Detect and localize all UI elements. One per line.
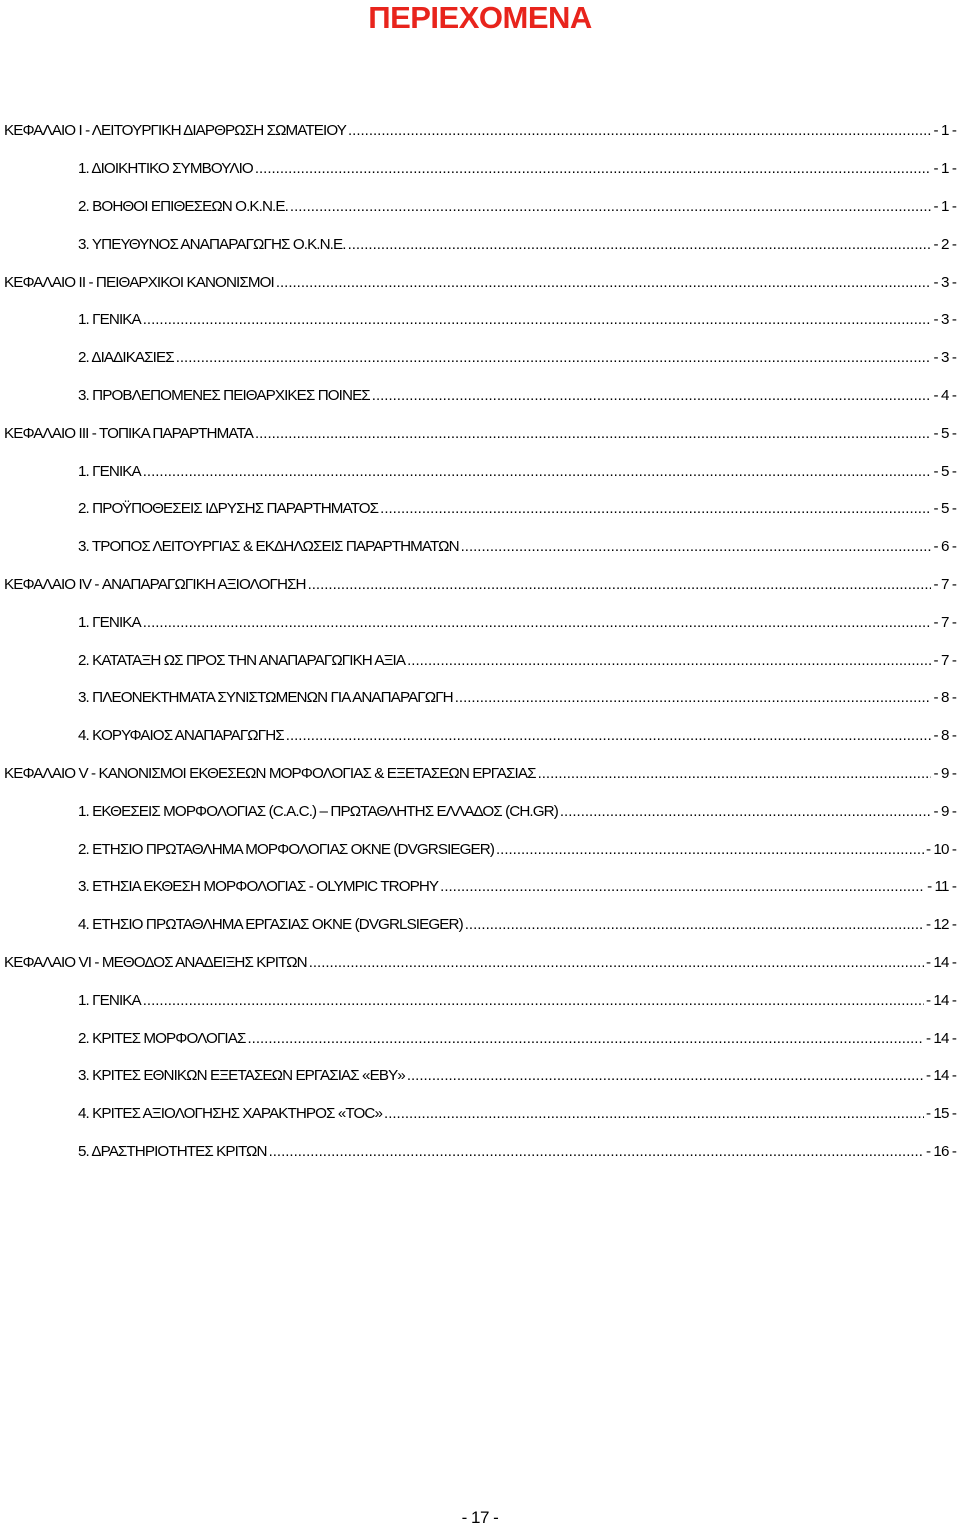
toc-dot-leader (407, 652, 931, 669)
toc-entry-page: - 14 - (925, 953, 956, 971)
toc-entry-page: - 12 - (925, 916, 956, 934)
toc-section-entry[interactable] (0, 452, 960, 490)
toc-dot-leader (496, 841, 924, 858)
toc-section-entry[interactable] (0, 1019, 960, 1057)
toc-section-entry[interactable] (0, 830, 960, 868)
toc-section-entry[interactable] (0, 641, 960, 679)
toc-entry-label: 2. ΚΡΙΤΕΣ ΜΟΡΦΟΛΟΓΙΑΣ (78, 1029, 246, 1047)
toc-entry-label: 3. ΚΡΙΤΕΣ ΕΘΝΙΚΩΝ ΕΞΕΤΑΣΕΩΝ ΕΡΓΑΣΙΑΣ «ΕΒΥ» (78, 1067, 405, 1085)
toc-entry-label: 1. ΓΕΝΙΚΑ (78, 991, 141, 1009)
toc-dot-leader (560, 803, 932, 820)
toc-entry-page: - 1 - (933, 122, 956, 140)
toc-section-entry[interactable] (0, 1057, 960, 1095)
page-number: - 17 - (461, 1508, 499, 1527)
toc-entry-page: - 9 - (933, 764, 956, 782)
toc-section-entry[interactable] (0, 301, 960, 339)
toc-entry-label: ΚΕΦΑΛΑΙΟ IV - ΑΝΑΠΑΡΑΓΩΓΙΚΗ ΑΞΙΟΛΟΓΗΣΗ (4, 575, 306, 593)
toc-entry-label: 3. ΕΤΗΣΙΑ ΕΚΘΕΣΗ ΜΟΡΦΟΛΟΓΙΑΣ - OLYMPIC TROPHY (78, 878, 439, 896)
toc-section-entry[interactable] (0, 1133, 960, 1171)
toc-entry-label: 3. ΠΛΕΟΝΕΚΤΗΜΑΤΑ ΣΥΝΙΣΤΩΜΕΝΩΝ ΓΙΑ ΑΝΑΠΑΡΑΓΩΓΗ (78, 689, 453, 707)
toc-dot-leader (143, 311, 932, 328)
toc-entry-page: - 3 - (933, 273, 956, 291)
toc-entry-page: - 2 - (933, 235, 956, 253)
toc-entry-page: - 7 - (933, 651, 956, 669)
toc-entry-label: ΚΕΦΑΛΑΙΟ Ι - ΛΕΙΤΟΥΡΓΙΚΗ ΔΙΑΡΘΡΩΣΗ ΣΩΜΑΤΕΙΟΥ (4, 122, 346, 140)
toc-dot-leader (348, 236, 932, 253)
toc-dot-leader (269, 1143, 924, 1160)
toc-entry-label: 1. ΕΚΘΕΣΕΙΣ ΜΟΡΦΟΛΟΓΙΑΣ (C.A.C.) – ΠΡΩΤΑΘΛΗΤΗΣ ΕΛΛΑΔΟΣ (CH.GR) (78, 802, 558, 820)
page-title: ΠΕΡΙΕΧΟΜΕΝΑ (368, 0, 592, 35)
table-of-contents (0, 112, 960, 1170)
toc-section-entry[interactable] (0, 377, 960, 415)
toc-entry-page: - 3 - (933, 311, 956, 329)
toc-section-entry[interactable] (0, 528, 960, 566)
toc-entry-label: 2. ΒΟΗΘΟΙ ΕΠΙΘΕΣΕΩΝ Ο.Κ.Ν.Ε. (78, 197, 288, 215)
toc-entry-label: ΚΕΦΑΛΑΙΟ ΙΙΙ - ΤΟΠΙΚΑ ΠΑΡΑΡΤΗΜΑΤΑ (4, 424, 253, 442)
toc-chapter-entry[interactable] (0, 566, 960, 604)
toc-entry-page: - 7 - (933, 575, 956, 593)
toc-section-entry[interactable] (0, 868, 960, 906)
toc-entry-label: 2. ΚΑΤΑΤΑΞΗ ΩΣ ΠΡΟΣ ΤΗΝ ΑΝΑΠΑΡΑΓΩΓΙΚΗ ΑΞΙΑ (78, 651, 406, 669)
toc-entry-label: 1. ΔΙΟΙΚΗΤΙΚΟ ΣΥΜΒΟΥΛΙΟ (78, 160, 253, 178)
toc-dot-leader (143, 992, 924, 1009)
toc-section-entry[interactable] (0, 339, 960, 377)
toc-chapter-entry[interactable] (0, 112, 960, 150)
toc-dot-leader (255, 425, 932, 442)
toc-entry-label: 3. ΠΡΟΒΛΕΠΟΜΕΝΕΣ ΠΕΙΘΑΡΧΙΚΕΣ ΠΟΙΝΕΣ (78, 386, 370, 404)
toc-dot-leader (380, 500, 931, 517)
toc-section-entry[interactable] (0, 150, 960, 188)
toc-entry-page: - 7 - (933, 613, 956, 631)
toc-dot-leader (440, 878, 925, 895)
toc-entry-label: 3. ΤΡΟΠΟΣ ΛΕΙΤΟΥΡΓΙΑΣ & ΕΚΔΗΛΩΣΕΙΣ ΠΑΡΑΡΤΗΜΑΤΩΝ (78, 538, 459, 556)
toc-dot-leader (286, 727, 932, 744)
toc-section-entry[interactable] (0, 981, 960, 1019)
toc-entry-page: - 1 - (933, 197, 956, 215)
toc-entry-page: - 11 - (927, 878, 956, 896)
toc-entry-label: ΚΕΦΑΛΑΙΟ ΙΙ - ΠΕΙΘΑΡΧΙΚΟΙ ΚΑΝΟΝΙΣΜΟΙ (4, 273, 274, 291)
toc-dot-leader (455, 689, 932, 706)
toc-entry-page: - 5 - (933, 500, 956, 518)
toc-section-entry[interactable] (0, 717, 960, 755)
toc-chapter-entry[interactable] (0, 755, 960, 793)
toc-dot-leader (407, 1067, 924, 1084)
toc-entry-page: - 8 - (933, 727, 956, 745)
toc-entry-page: - 3 - (933, 349, 956, 367)
toc-section-entry[interactable] (0, 792, 960, 830)
toc-dot-leader (348, 122, 931, 139)
toc-chapter-entry[interactable] (0, 263, 960, 301)
toc-section-entry[interactable] (0, 225, 960, 263)
toc-dot-leader (255, 160, 932, 177)
toc-section-entry[interactable] (0, 603, 960, 641)
toc-section-entry[interactable] (0, 188, 960, 226)
toc-entry-label: ΚΕΦΑΛΑΙΟ V - ΚΑΝΟΝΙΣΜΟΙ ΕΚΘΕΣΕΩΝ ΜΟΡΦΟΛΟΓΙΑΣ & ΕΞΕΤΑΣΕΩΝ ΕΡΓΑΣΙΑΣ (4, 764, 536, 782)
toc-dot-leader (143, 614, 932, 631)
toc-dot-leader (465, 916, 924, 933)
toc-entry-page: - 15 - (925, 1105, 956, 1123)
toc-dot-leader (308, 576, 932, 593)
toc-entry-page: - 14 - (925, 1067, 956, 1085)
toc-entry-page: - 4 - (933, 386, 956, 404)
toc-entry-page: - 14 - (925, 1029, 956, 1047)
toc-entry-page: - 5 - (933, 462, 956, 480)
toc-entry-page: - 16 - (925, 1142, 956, 1160)
toc-dot-leader (384, 1105, 924, 1122)
toc-entry-label: 4. ΚΡΙΤΕΣ ΑΞΙΟΛΟΓΗΣΗΣ ΧΑΡΑΚΤΗΡΟΣ «TOC» (78, 1105, 383, 1123)
toc-entry-label: 2. ΠΡΟΫΠΟΘΕΣΕΙΣ ΙΔΡΥΣΗΣ ΠΑΡΑΡΤΗΜΑΤΟΣ (78, 500, 379, 518)
toc-entry-label: 4. ΕΤΗΣΙΟ ΠΡΩΤΑΘΛΗΜΑ ΕΡΓΑΣΙΑΣ ΟΚΝΕ (DVGRLSIEGER) (78, 916, 463, 934)
toc-entry-label: ΚΕΦΑΛΑΙΟ VI - ΜΕΘΟΔΟΣ ΑΝΑΔΕΙΞΗΣ ΚΡΙΤΩΝ (4, 953, 307, 971)
toc-dot-leader (247, 1030, 923, 1047)
toc-dot-leader (309, 954, 924, 971)
toc-entry-label: 5. ΔΡΑΣΤΗΡΙΟΤΗΤΕΣ ΚΡΙΤΩΝ (78, 1142, 267, 1160)
toc-chapter-entry[interactable] (0, 944, 960, 982)
toc-section-entry[interactable] (0, 1095, 960, 1133)
toc-entry-label: 1. ΓΕΝΙΚΑ (78, 311, 141, 329)
toc-section-entry[interactable] (0, 679, 960, 717)
toc-section-entry[interactable] (0, 490, 960, 528)
toc-entry-page: - 1 - (933, 160, 956, 178)
toc-dot-leader (372, 387, 932, 404)
toc-entry-page: - 6 - (933, 538, 956, 556)
toc-dot-leader (538, 765, 932, 782)
toc-entry-page: - 14 - (925, 991, 956, 1009)
toc-dot-leader (176, 349, 932, 366)
toc-entry-page: - 5 - (933, 424, 956, 442)
toc-entry-page: - 9 - (933, 802, 956, 820)
toc-dot-leader (290, 198, 932, 215)
toc-entry-label: 2. ΔΙΑΔΙΚΑΣΙΕΣ (78, 349, 174, 367)
toc-entry-label: 4. ΚΟΡΥΦΑΙΟΣ ΑΝΑΠΑΡΑΓΩΓΗΣ (78, 727, 284, 745)
toc-dot-leader (461, 538, 932, 555)
toc-chapter-entry[interactable] (0, 414, 960, 452)
toc-entry-label: 1. ΓΕΝΙΚΑ (78, 613, 141, 631)
toc-dot-leader (143, 463, 932, 480)
toc-entry-label: 3. ΥΠΕΥΘΥΝΟΣ ΑΝΑΠΑΡΑΓΩΓΗΣ Ο.Κ.Ν.Ε. (78, 235, 346, 253)
toc-entry-label: 2. ΕΤΗΣΙΟ ΠΡΩΤΑΘΛΗΜΑ ΜΟΡΦΟΛΟΓΙΑΣ ΟΚΝΕ (DVGRSIEGER) (78, 840, 494, 858)
toc-entry-label: 1. ΓΕΝΙΚΑ (78, 462, 141, 480)
toc-dot-leader (276, 274, 932, 291)
toc-section-entry[interactable] (0, 906, 960, 944)
toc-entry-page: - 8 - (933, 689, 956, 707)
toc-entry-page: - 10 - (925, 840, 956, 858)
